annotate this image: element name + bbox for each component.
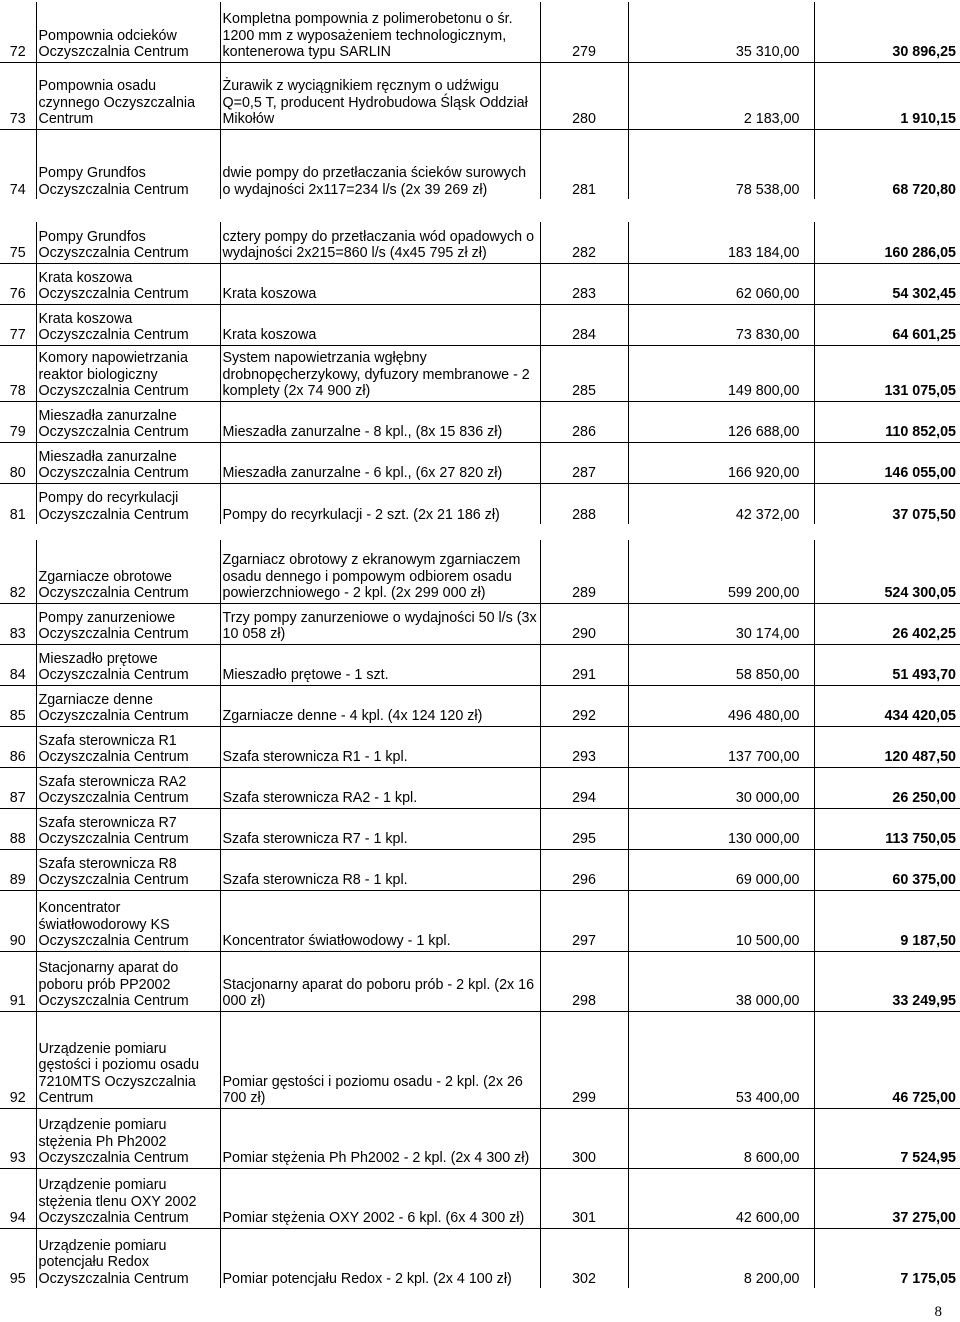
net-value: 26 250,00	[814, 767, 960, 808]
row-number: 72	[0, 2, 36, 62]
row-number: 90	[0, 890, 36, 951]
row-number: 86	[0, 726, 36, 767]
description-cell: Krata koszowa	[220, 304, 540, 345]
net-value: 160 286,05	[814, 222, 960, 263]
initial-value: 69 000,00	[628, 849, 814, 890]
net-value: 9 187,50	[814, 890, 960, 951]
net-value: 54 302,45	[814, 263, 960, 304]
initial-value: 496 480,00	[628, 685, 814, 726]
object-location: Oczyszczalnia Centrum	[38, 424, 189, 440]
table-row	[0, 890, 960, 951]
net-value: 30 896,25	[814, 2, 960, 62]
inventory-number: 301	[540, 1168, 628, 1228]
object-location: Oczyszczalnia Centrum	[38, 933, 189, 949]
object-location: Oczyszczalnia Centrum	[38, 286, 189, 302]
row-number: 94	[0, 1168, 36, 1228]
inventory-number: 281	[540, 129, 628, 199]
inventory-number: 280	[540, 62, 628, 129]
row-number: 78	[0, 345, 36, 401]
asset-table-block	[0, 540, 960, 1288]
initial-value: 599 200,00	[628, 540, 814, 603]
inventory-number: 288	[540, 483, 628, 524]
description-cell: Żurawik z wyciągnikiem ręcznym o udźwigu Q=0,5 T, producent Hydrobudowa Śląsk Oddział Mikołów	[220, 62, 540, 129]
initial-value: 130 000,00	[628, 808, 814, 849]
initial-value: 126 688,00	[628, 401, 814, 442]
object-location: Oczyszczalnia Centrum	[38, 749, 189, 765]
location-cell	[36, 1228, 220, 1288]
row-number: 79	[0, 401, 36, 442]
location-cell	[36, 2, 220, 62]
inventory-number: 290	[540, 603, 628, 644]
inventory-number: 291	[540, 644, 628, 685]
row-number: 89	[0, 849, 36, 890]
object-location: Oczyszczalnia Centrum	[38, 327, 189, 343]
inventory-number: 279	[540, 2, 628, 62]
table-row	[0, 726, 960, 767]
description-cell: Stacjonarny aparat do poboru prób - 2 kpl. (2x 16 000 zł)	[220, 951, 540, 1011]
row-number: 87	[0, 767, 36, 808]
initial-value: 2 183,00	[628, 62, 814, 129]
initial-value: 8 200,00	[628, 1228, 814, 1288]
object-name: Urządzenie pomiaru stężenia tlenu OXY 2002	[38, 1177, 197, 1210]
object-name: Pompy Grundfos	[38, 165, 146, 181]
initial-value: 8 600,00	[628, 1108, 814, 1168]
inventory-number: 287	[540, 442, 628, 483]
description-cell: Szafa sterownicza R1 - 1 kpl.	[220, 726, 540, 767]
object-location: Oczyszczalnia Centrum	[38, 44, 189, 60]
object-location: Oczyszczalnia Centrum	[38, 181, 189, 198]
table-row	[0, 849, 960, 890]
net-value: 113 750,05	[814, 808, 960, 849]
initial-value: 42 372,00	[628, 483, 814, 524]
table-row	[0, 808, 960, 849]
net-value: 7 524,95	[814, 1108, 960, 1168]
net-value: 120 487,50	[814, 726, 960, 767]
table-row	[0, 304, 960, 345]
page-number: 8	[934, 1304, 942, 1320]
object-name: Zgarniacze denne	[38, 691, 153, 708]
inventory-number: 285	[540, 345, 628, 401]
location-cell	[36, 1108, 220, 1168]
location-cell	[36, 767, 220, 808]
description-cell: Mieszadło prętowe - 1 szt.	[220, 644, 540, 685]
object-name: Urządzenie pomiaru stężenia Ph Ph2002	[38, 1117, 167, 1150]
row-number: 74	[9, 181, 26, 198]
row-number: 73	[0, 62, 36, 129]
location-cell	[36, 62, 220, 129]
inventory-number: 300	[540, 1108, 628, 1168]
table-row	[0, 401, 960, 442]
initial-value: 166 920,00	[628, 442, 814, 483]
table-row	[0, 603, 960, 644]
row-number: 82	[0, 540, 36, 603]
object-name: Mieszadła zanurzalne	[38, 448, 177, 465]
object-name: Pompy Grundfos	[38, 228, 146, 245]
object-name: Pompy zanurzeniowe	[38, 609, 176, 626]
initial-value: 53 400,00	[628, 1011, 814, 1108]
location-cell	[36, 726, 220, 767]
table-row	[0, 442, 960, 483]
net-value: 64 601,25	[814, 304, 960, 345]
row-number: 92	[0, 1011, 36, 1108]
location-cell	[36, 540, 220, 603]
inventory-number: 295	[540, 808, 628, 849]
inventory-number: 284	[540, 304, 628, 345]
row-number: 75	[0, 222, 36, 263]
description-cell: Pomiar potencjału Redox - 2 kpl. (2x 4 100 zł)	[220, 1228, 540, 1288]
inventory-number: 298	[540, 951, 628, 1011]
net-value: 46 725,00	[814, 1011, 960, 1108]
location-cell	[36, 644, 220, 685]
asset-table-block	[0, 222, 960, 524]
row-number: 85	[0, 685, 36, 726]
location-cell	[36, 849, 220, 890]
object-location: Oczyszczalnia Centrum	[38, 465, 189, 481]
description-cell: Mieszadła zanurzalne - 8 kpl., (8x 15 836 zł)	[220, 401, 540, 442]
net-value: 146 055,00	[814, 442, 960, 483]
description-cell: Pomiar gęstości i poziomu osadu - 2 kpl. (2x 26 700 zł)	[220, 1011, 540, 1108]
description-cell: cztery pompy do przetłaczania wód opadowych o wydajności 2x215=860 l/s (4x45 795 zł zł)	[220, 222, 540, 263]
object-location: Oczyszczalnia Centrum	[38, 383, 189, 399]
object-name: Zgarniacze obrotowe	[38, 568, 173, 585]
net-value: 33 249,95	[814, 951, 960, 1011]
net-value: 434 420,05	[814, 685, 960, 726]
initial-value: 30 000,00	[628, 767, 814, 808]
description-cell: Trzy pompy zanurzeniowe o wydajności 50 l/s (3x 10 058 zł)	[220, 603, 540, 644]
inventory-number: 294	[540, 767, 628, 808]
row-number: 84	[0, 644, 36, 685]
location-cell	[36, 401, 220, 442]
location-cell	[36, 222, 220, 263]
net-value: 110 852,05	[814, 401, 960, 442]
description-cell: Zgarniacz obrotowy z ekranowym zgarniaczem osadu dennego i pompowym odbiorem osadu powierzchniowego - 2 kpl. (2x 299 000 zł)	[220, 540, 540, 603]
description-cell: Pomiar stężenia OXY 2002 - 6 kpl. (6x 4 300 zł)	[220, 1168, 540, 1228]
inventory-number: 292	[540, 685, 628, 726]
object-name: Urządzenie pomiaru gęstości i poziomu osadu 7210MTS Oczyszczalnia Centrum	[38, 1040, 200, 1106]
initial-value: 137 700,00	[628, 726, 814, 767]
description-cell: Zgarniacze denne - 4 kpl. (4x 124 120 zł)	[220, 685, 540, 726]
initial-value: 73 830,00	[628, 304, 814, 345]
object-name: Urządzenie pomiaru potencjału Redox	[38, 1237, 167, 1270]
initial-value: 30 174,00	[628, 603, 814, 644]
object-name: Mieszadło prętowe	[38, 650, 158, 667]
table-row	[0, 644, 960, 685]
description-cell: Szafa sterownicza R7 - 1 kpl.	[220, 808, 540, 849]
object-name: Komory napowietrzania reaktor biologiczny	[38, 350, 188, 383]
object-location: Oczyszczalnia Centrum	[38, 872, 189, 888]
location-cell	[36, 808, 220, 849]
object-location: Oczyszczalnia Centrum	[38, 1210, 189, 1226]
object-location: Oczyszczalnia Centrum	[38, 626, 189, 642]
table-row	[0, 1108, 960, 1168]
description-cell: Koncentrator światłowodowy - 1 kpl.	[220, 890, 540, 951]
table-row	[0, 263, 960, 304]
location-cell	[36, 263, 220, 304]
object-name: Krata koszowa	[38, 269, 133, 286]
net-value: 1 910,15	[814, 62, 960, 129]
table-row	[0, 951, 960, 1011]
description-cell: Mieszadła zanurzalne - 6 kpl., (6x 27 820 zł)	[220, 442, 540, 483]
object-name: Krata koszowa	[38, 310, 133, 327]
asset-table-block	[0, 2, 960, 199]
object-location: Oczyszczalnia Centrum	[38, 1270, 189, 1287]
row-number: 80	[0, 442, 36, 483]
object-location: Oczyszczalnia Centrum	[38, 708, 189, 724]
table-row	[0, 222, 960, 263]
inventory-number: 299	[540, 1011, 628, 1108]
net-value: 26 402,25	[814, 603, 960, 644]
initial-value: 42 600,00	[628, 1168, 814, 1228]
inventory-number: 297	[540, 890, 628, 951]
row-number: 81	[9, 506, 26, 523]
initial-value: 10 500,00	[628, 890, 814, 951]
inventory-number: 286	[540, 401, 628, 442]
object-name: Pompownia odcieków	[38, 27, 177, 44]
object-location: Oczyszczalnia Centrum	[38, 831, 189, 847]
object-name: Pompy do recyrkulacji	[38, 490, 179, 506]
location-cell	[36, 1168, 220, 1228]
location-cell	[36, 603, 220, 644]
net-value: 131 075,05	[814, 345, 960, 401]
object-name: Pompownia osadu czynnego Oczyszczalnia Centrum	[38, 78, 196, 127]
row-number: 95	[9, 1270, 26, 1287]
description-cell: dwie pompy do przetłaczania ścieków surowych o wydajności 2x117=234 l/s (2x 39 269 zł)	[220, 129, 540, 199]
table-row	[0, 685, 960, 726]
initial-value: 35 310,00	[628, 2, 814, 62]
table-row	[0, 1228, 960, 1288]
net-value: 524 300,05	[814, 540, 960, 603]
object-name: Mieszadła zanurzalne	[38, 407, 177, 424]
net-value: 37 275,00	[814, 1168, 960, 1228]
inventory-number: 289	[540, 540, 628, 603]
object-location: Oczyszczalnia Centrum	[38, 790, 189, 806]
net-value: 68 720,80	[814, 129, 960, 199]
object-name: Szafa sterownicza RA2	[38, 773, 187, 790]
inventory-number: 302	[540, 1228, 628, 1288]
location-cell	[36, 951, 220, 1011]
object-location: Oczyszczalnia Centrum	[38, 585, 189, 601]
inventory-number: 283	[540, 263, 628, 304]
object-name: Szafa sterownicza R7	[38, 814, 177, 831]
description-cell: Pomiar stężenia Ph Ph2002 - 2 kpl. (2x 4 300 zł)	[220, 1108, 540, 1168]
description-cell: Szafa sterownicza R8 - 1 kpl.	[220, 849, 540, 890]
row-number: 76	[0, 263, 36, 304]
initial-value: 183 184,00	[628, 222, 814, 263]
initial-value: 62 060,00	[628, 263, 814, 304]
location-cell	[36, 685, 220, 726]
table-row	[0, 1011, 960, 1108]
row-number: 83	[0, 603, 36, 644]
object-location: Oczyszczalnia Centrum	[38, 1150, 189, 1166]
location-cell	[36, 129, 220, 199]
initial-value: 149 800,00	[628, 345, 814, 401]
net-value: 60 375,00	[814, 849, 960, 890]
inventory-number: 282	[540, 222, 628, 263]
description-cell: System napowietrzania wgłębny drobnopęcherzykowy, dyfuzory membranowe - 2 komplety (2x 74 900 zł)	[220, 345, 540, 401]
net-value: 51 493,70	[814, 644, 960, 685]
net-value: 7 175,05	[814, 1228, 960, 1288]
table-row	[0, 767, 960, 808]
initial-value: 38 000,00	[628, 951, 814, 1011]
location-cell	[36, 1011, 220, 1108]
location-cell	[36, 890, 220, 951]
initial-value: 58 850,00	[628, 644, 814, 685]
table-row	[0, 540, 960, 603]
row-number: 77	[0, 304, 36, 345]
description-cell: Szafa sterownicza RA2 - 1 kpl.	[220, 767, 540, 808]
initial-value: 78 538,00	[628, 129, 814, 199]
location-cell	[36, 345, 220, 401]
object-name: Szafa sterownicza R1	[38, 732, 177, 749]
location-cell	[36, 304, 220, 345]
location-cell	[36, 483, 220, 524]
object-name: Stacjonarny aparat do poboru prób PP2002	[38, 960, 179, 993]
inventory-number: 296	[540, 849, 628, 890]
location-cell	[36, 442, 220, 483]
object-location: Oczyszczalnia Centrum	[38, 506, 189, 523]
table-row	[0, 129, 960, 199]
description-cell: Kompletna pompownia z polimerobetonu o śr. 1200 mm z wyposażeniem technologicznym, kontenerowa typu SARLIN	[220, 2, 540, 62]
description-cell: Pompy do recyrkulacji - 2 szt. (2x 21 186 zł)	[220, 483, 540, 524]
row-number: 91	[0, 951, 36, 1011]
net-value: 37 075,50	[814, 483, 960, 524]
table-row	[0, 62, 960, 129]
object-location: Oczyszczalnia Centrum	[38, 667, 189, 683]
table-row	[0, 1168, 960, 1228]
object-location: Oczyszczalnia Centrum	[38, 245, 189, 261]
inventory-number: 293	[540, 726, 628, 767]
description-cell: Krata koszowa	[220, 263, 540, 304]
object-name: Szafa sterownicza R8	[38, 855, 177, 872]
object-location: Oczyszczalnia Centrum	[38, 993, 189, 1009]
table-row	[0, 483, 960, 524]
table-row	[0, 2, 960, 62]
row-number: 88	[0, 808, 36, 849]
object-name: Koncentrator światłowodorowy KS	[38, 900, 170, 933]
table-row	[0, 345, 960, 401]
row-number: 93	[0, 1108, 36, 1168]
